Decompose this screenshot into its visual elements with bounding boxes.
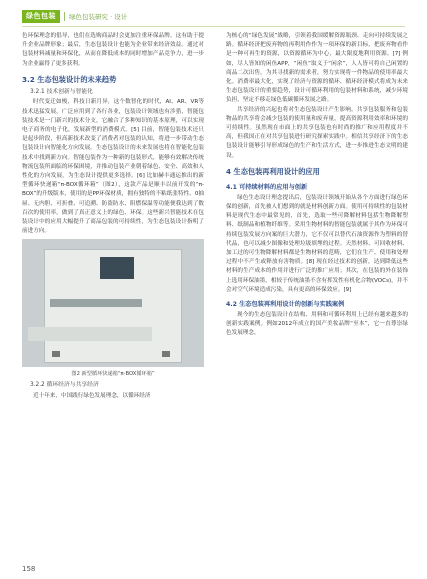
paragraph: 现今的生态包装设计在结构、用料和可循环利用上已经有越来越多的创新实践案例。例如2012年成立的国产美妆品牌“至本”，它一直尊崇绿色发展理念， bbox=[226, 312, 408, 337]
base-stripe-shape bbox=[28, 327, 152, 341]
right-column bbox=[226, 32, 408, 339]
figure-image bbox=[22, 239, 204, 367]
subsection-heading: 4.1 可持续材料的应用与创新 bbox=[226, 183, 308, 191]
paragraph: 近十年来，中国践行绿色发展理念，以循环经济 bbox=[33, 392, 151, 399]
paragraph: 共享经济的兴起也将对生态包装设计产生影响。共享包装服务和包装物品的共享将会减少包装的使用量和废弃量，提高资源利用效率和环境的可持续性。虽然现在市面上的共享包装也有时尚的推广和应用程度并不高，但我国正在对共享包装进行研究探索实践中。相信共享经济下的生态包装设计能够引导形成绿色的生产和生活方式，进一步推进生态文明的建设。 bbox=[226, 106, 408, 159]
page-number: 158 bbox=[22, 565, 36, 573]
paragraph: 为核心的“绿色发展”战略，引领着我国缓解资源瓶颈、走向可持续发展之路。循环经济把废弃物的再利用作作为一项环保的新目标，把废弃物看作是一种可再生的资源，以资源循环为中心，最大限度地利用资源。[7] 例如，尽人皆知的闲鱼APP，“闲鱼”取义于“闲余”，人人皆可将自己闲置的商品二次出售，为其寻找新的需求者，努力实现将一件物品的使用率最大化。消费率最大化，实现了经济与资源的循环、循环经济模式将成为未来生态包装设计的重要趋势，设计可循环利用的包装材料和系统，减少环境负担，坚定不移走绿色低碳循环发展之路。 bbox=[226, 33, 408, 104]
paragraph: 色环保理念的倡导，也们在选购商品时会更加注重环保品牌。这有助于提升企业品牌形象；最后，生态包装设计也能为企业带来经济效益。通过对包装材料减量和环保化，从而在降低成本的同时增加产品竞争力，进一步为企业赢得了更多获利。 bbox=[22, 33, 204, 67]
box-slot-shape bbox=[50, 299, 142, 307]
left-column bbox=[22, 32, 204, 401]
subsection-heading: 3.2.1 技术创新与智能化 bbox=[30, 88, 93, 95]
subsection-heading: 3.2.2 循环经济与共享经济 bbox=[30, 382, 99, 389]
paragraph: 时代变迁如梭，科技日新月异，这个数智化的时代，AI、AR、VR等技术迅猛发展，广泛应用到了各行各业，包装设计领域也有涉猎，智能包装技术是一门新兴的技术分支，它融合了多种知识的基本原理，可以实现电子商务的电子化，发展新型的消费模式。[5] 目前，智能包装技术还只是起步阶段，但高新技术改变了消费者对包装的认知，将进一步带动生态包装设计向智能化方向发展。生态包装设计的未来发展也将在智能化包装技术中找到新方向。智能包装作为一种新的包装形式，能够有效解决传统物流包装所面临的环保困境，并推动包装产业朝着绿色、安全、高效和人性化的方向发展。为生态设计提供更多选择。[6] 比如赫丰通运推出的新型循环快递箱“π-BOX循环箱”（图2），这款产品是顺丰以前开发的“π-BOX”的升级版本，使用的是PP环保材质，拥有独特的不粘纸张特性、0抽屉、无内胆、可折叠、可追溯、防盗防水、阻燃保温等功能便我达到了数百次的使用率，做到了真正意义上的绿色、环保。这些新兴智能技术在包装设计中的应用大幅提升了商品包装的可持续性，为生态包装设计指明了前进方向。 bbox=[22, 99, 204, 235]
paragraph: 绿色生态设计理念提出后，包装设计领域开始从各个方面进行绿色环保的创新，首先被人们想到的就是材料创新方面。使用可持续性的包装材料是现代生态中最常见的，首先，选取一些可降解材料包括生物降解塑料、纸制品和植物纤维等。采用生物材料的智能包装就属于其作为环保可持续包装发展方向案的巨大潜力，它不仅可以替代石油资源作为塑料的替代品，也可以减少图像和处理垃圾填埋的过程。天然材料、可回收材料、加工过的可生物降解材料都是生物材料的范畴，它们在生产、使用和处理过程中不产生或释放有害物质。[8] 现在经过技术的创新，达到降低这些材料的生产成本的作用并进行广泛的推广应用；其次，在包装的外在装饰上选用环保油墨，相较于传统油墨不含有挥发性有机化合物(VOCs)，并不会对空气环境造成污染，具有更高的环保效应。[9] bbox=[226, 194, 408, 293]
section-heading: 4 生态包装再利用设计的应用 bbox=[226, 166, 320, 176]
running-header bbox=[22, 10, 127, 23]
subsection-heading: 4.2 生态包装再利用设计的创新与实践案例 bbox=[226, 301, 345, 309]
header-rule bbox=[22, 26, 405, 27]
figure-caption: 图2 新型循环快递箱“π-BOX循环箱” bbox=[71, 371, 155, 378]
journal-logo: 绿色包装 bbox=[22, 10, 60, 23]
section-heading: 3.2 生态包装设计的未来趋势 bbox=[22, 74, 117, 84]
leg-shape bbox=[52, 351, 60, 357]
header-divider bbox=[64, 12, 65, 21]
control-panel-shape bbox=[100, 257, 134, 279]
section-title: 绿色包装研究 · 设计 bbox=[69, 13, 128, 21]
leg-shape bbox=[162, 351, 170, 357]
